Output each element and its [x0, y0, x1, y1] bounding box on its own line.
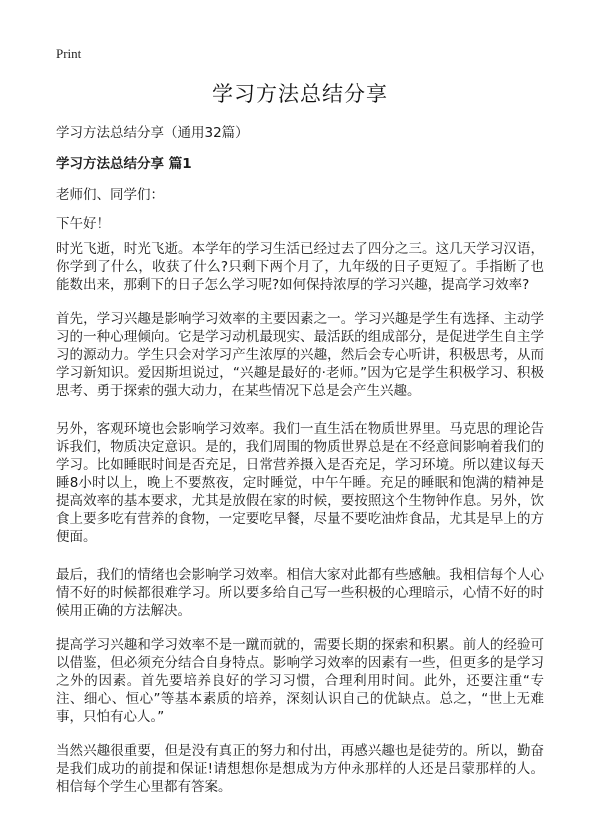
- paragraph-1: 时光飞逝，时光飞逝。本学年的学习生活已经过去了四分之三。这几天学习汉语，你学到了什么，收获了什么?只剩下两个月了，九年级的日子更短了。手指断了也能数出来，那剩下的日子怎么学习呢?如何保持浓厚的学习兴趣，提高学习效率?: [56, 241, 544, 293]
- greeting-line: 老师们、同学们：: [56, 187, 164, 203]
- paragraph-4: 最后，我们的情绪也会影响学习效率。相信大家对此都有些感触。我相信每个人心情不好的时候都很难学习。所以要多给自己写一些积极的心理暗示，心情不好的时候用正确的方法解决。: [56, 567, 544, 619]
- paragraph-3: 另外，客观环境也会影响学习效率。我们一直生活在物质世界里。马克思的理论告诉我们，物质决定意识。是的，我们周围的物质世界总是在不经意间影响着我们的学习。比如睡眠时间是否充足，日常营养摄入是否充足，学习环境。所以建议每天睡8小时以上，晚上不要熬夜，定时睡觉，中午午睡。充足的睡眠和饱满的精神是提高效率的基本要求，尤其是放假在家的时候，要按照这个生物钟作息。另外，饮食上要多吃有营养的食物，一定要吃早餐，尽量不要吃油炸食品，尤其是早上的方便面。: [56, 421, 544, 545]
- section-heading: 学习方法总结分享 篇1: [56, 156, 192, 172]
- paragraph-2: 首先，学习兴趣是影响学习效率的主要因素之一。学习兴趣是学生有选择、主动学习的一种心理倾向。它是学习动机最现实、最活跃的组成部分，是促进学生自主学习的源动力。学生只会对学习产生浓厚的兴趣，然后会专心听讲，积极思考，从而学习新知识。爱因斯坦说过，“兴趣是最好的·老师。”因为它是学生积极学习、积极思考、勇于探索的强大动力，在某些情况下总是会产生兴趣。: [56, 311, 544, 399]
- print-label: Print: [56, 46, 82, 61]
- document-title: 学习方法总结分享: [212, 82, 388, 106]
- salutation-line: 下午好！: [56, 216, 110, 232]
- paragraph-6: 当然兴趣很重要，但是没有真正的努力和付出，再感兴趣也是徒劳的。所以，勤奋是我们成功的前提和保证!请想想你是想成为方仲永那样的人还是吕蒙那样的人。相信每个学生心里都有答案。: [56, 743, 544, 795]
- paragraph-5: 提高学习兴趣和学习效率不是一蹴而就的，需要长期的探索和积累。前人的经验可以借鉴，但必须充分结合自身特点。影响学习效率的因素有一些，但更多的是学习之外的因素。首先要培养良好的学习习惯，合理利用时间。此外，还要注重“专注、细心、恒心”等基本素质的培养，深刻认识自己的优缺点。总之，“世上无难事，只怕有心人。”: [56, 637, 544, 725]
- document-subtitle: 学习方法总结分享（通用32篇）: [56, 125, 249, 141]
